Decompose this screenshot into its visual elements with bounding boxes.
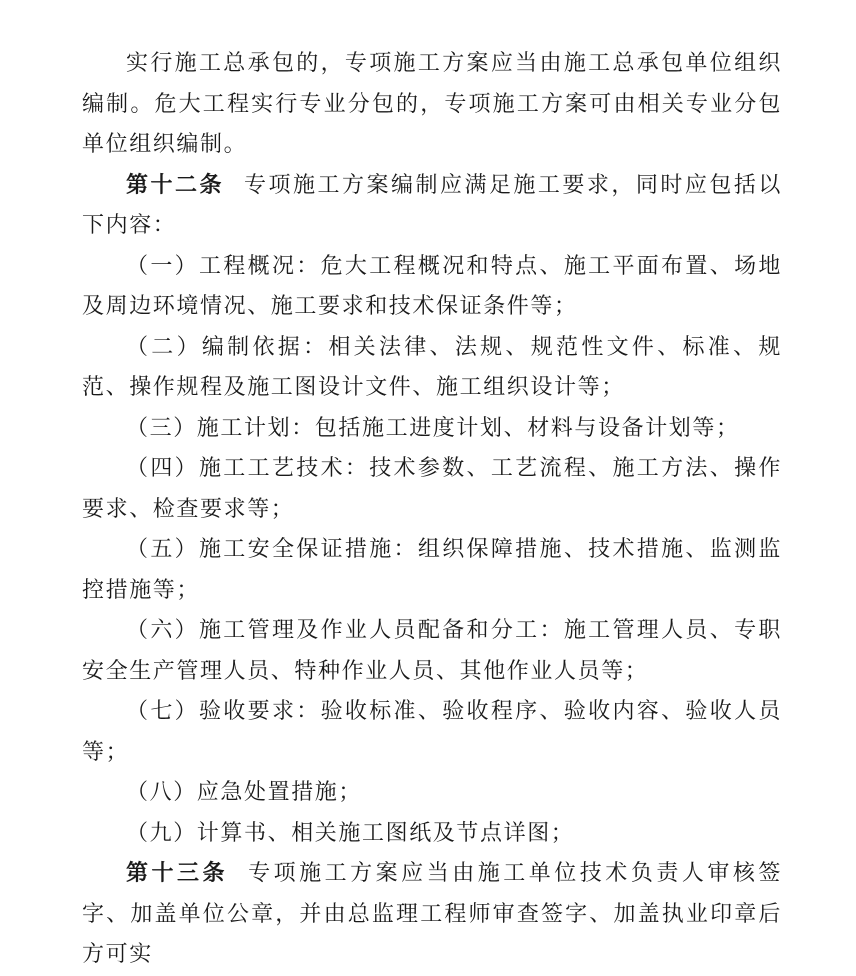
article-13-number: 第十三条 bbox=[126, 861, 229, 886]
article-13-text: 专项施工方案应当由施工单位技术负责人审核签字、加盖单位公章，并由总监理工程师审查签字、加盖执业印章后方可实 bbox=[82, 861, 782, 967]
article-12-text: 专项施工方案编制应满足施工要求，同时应包括以下内容： bbox=[82, 172, 782, 238]
list-item-5: （五）施工安全保证措施：组织保障措施、技术措施、监测监控措施等； bbox=[82, 537, 782, 603]
list-item-7: （七）验收要求：验收标准、验收程序、验收内容、验收人员等； bbox=[82, 699, 782, 765]
list-item-6: （六）施工管理及作业人员配备和分工：施工管理人员、专职安全生产管理人员、特种作业人员、其他作业人员等； bbox=[82, 618, 782, 684]
article-12-number: 第十二条 bbox=[126, 172, 224, 198]
list-item-3: （三）施工计划：包括施工进度计划、材料与设备计划等； bbox=[126, 415, 740, 441]
article-12 bbox=[82, 166, 782, 247]
list-item-2: （二）编制依据：相关法律、法规、规范性文件、标准、规范、操作规程及施工图设计文件、施工组织设计等； bbox=[82, 334, 782, 400]
list-item-4: （四）施工工艺技术：技术参数、工艺流程、施工方法、操作要求、检查要求等； bbox=[82, 456, 782, 522]
document-body bbox=[82, 44, 782, 976]
article-13 bbox=[82, 854, 782, 976]
list-item-9: （九）计算书、相关施工图纸及节点详图； bbox=[126, 820, 575, 846]
paragraph-general-contracting: 实行施工总承包的，专项施工方案应当由施工总承包单位组织编制。危大工程实行专业分包的，专项施工方案可由相关专业分包单位组织编制。 bbox=[82, 51, 782, 157]
list-item-1: （一）工程概况：危大工程概况和特点、施工平面布置、场地及周边环境情况、施工要求和技术保证条件等； bbox=[82, 253, 782, 319]
list-item-8: （八）应急处置措施； bbox=[126, 780, 363, 805]
